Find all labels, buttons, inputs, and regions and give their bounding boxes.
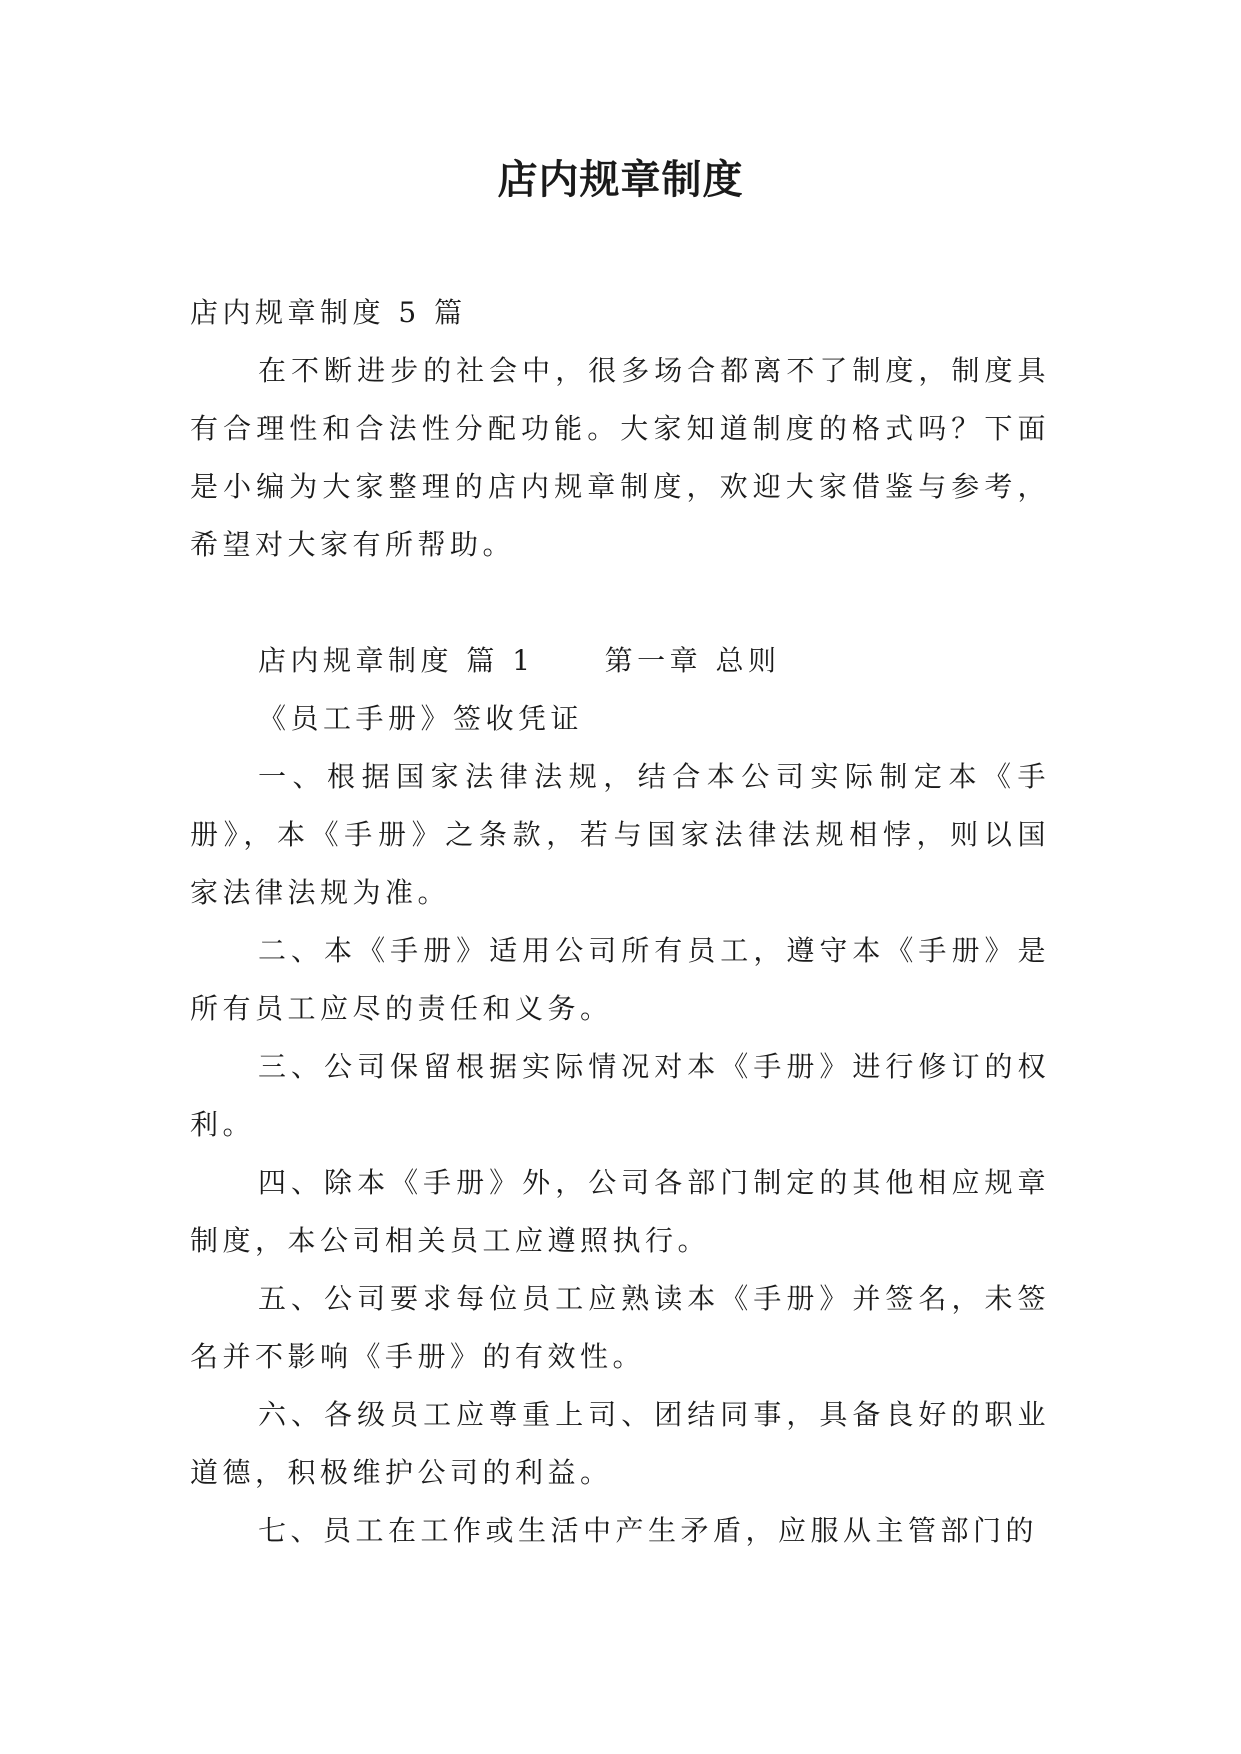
clause-paragraph: 二、本《手册》适用公司所有员工，遵守本《手册》是所有员工应尽的责任和义务。 bbox=[190, 934, 1050, 1025]
section-heading-line bbox=[190, 632, 1050, 690]
clause-paragraph: 七、员工在工作或生活中产生矛盾，应服从主管部门的 bbox=[258, 1514, 1039, 1547]
document-subtitle: 店内规章制度 5 篇 bbox=[190, 296, 467, 329]
section-heading: 店内规章制度 篇 1 bbox=[258, 644, 535, 677]
document-title: 店内规章制度 bbox=[497, 157, 744, 203]
receipt-title: 《员工手册》签收凭证 bbox=[258, 702, 584, 735]
clause-paragraph: 一、根据国家法律法规，结合本公司实际制定本《手册》，本《手册》之条款，若与国家法律法规相悖，则以国家法律法规为准。 bbox=[190, 760, 1050, 909]
clause-paragraph: 四、除本《手册》外，公司各部门制定的其他相应规章制度，本公司相关员工应遵照执行。 bbox=[190, 1166, 1050, 1257]
intro-paragraph: 在不断进步的社会中，很多场合都离不了制度，制度具有合理性和合法性分配功能。大家知道制度的格式吗？下面是小编为大家整理的店内规章制度，欢迎大家借鉴与参考，希望对大家有所帮助。 bbox=[190, 354, 1050, 561]
document-body bbox=[190, 284, 1050, 1560]
clause-paragraph: 六、各级员工应尊重上司、团结同事，具备良好的职业道德，积极维护公司的利益。 bbox=[190, 1398, 1050, 1489]
clause-paragraph: 三、公司保留根据实际情况对本《手册》进行修订的权利。 bbox=[190, 1050, 1050, 1141]
chapter-heading: 第一章 总则 bbox=[604, 644, 781, 677]
clause-paragraph: 五、公司要求每位员工应熟读本《手册》并签名，未签名并不影响《手册》的有效性。 bbox=[190, 1282, 1050, 1373]
